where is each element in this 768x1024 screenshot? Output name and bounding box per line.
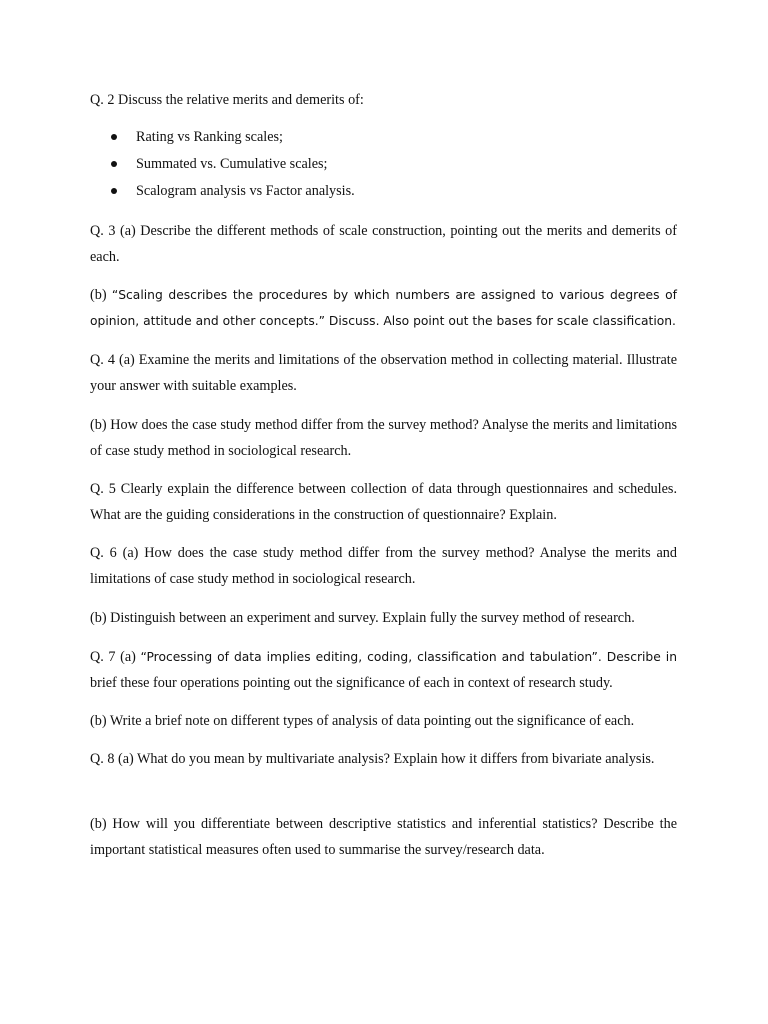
q4b-paragraph: (b) How does the case study method differ from the survey method? Analyse the merits and limitations of case study method in sociological research. <box>90 417 677 459</box>
list-item <box>136 151 328 177</box>
q3b-quote: “Scaling describes the procedures by which numbers are assigned to various degrees of opinion, attitude and other concepts.” Discuss. Also point out the bases for scale classification. <box>90 288 677 328</box>
q3b-label: (b) <box>90 287 112 303</box>
list-item-text: Rating vs Ranking scales; <box>136 129 283 145</box>
bullet-icon <box>111 188 117 194</box>
list-item-text: Scalogram analysis vs Factor analysis. <box>136 183 355 199</box>
q6a-paragraph: Q. 6 (a) How does the case study method differ from the survey method? Analyse the merits and limitations of case study method in sociological research. <box>90 545 677 587</box>
list-item <box>136 124 283 150</box>
bullet-icon <box>111 161 117 167</box>
list-item <box>136 178 355 204</box>
q2-heading: Q. 2 Discuss the relative merits and demerits of: <box>90 92 364 108</box>
q6b-paragraph: (b) Distinguish between an experiment and survey. Explain fully the survey method of research. <box>90 610 635 626</box>
q8b-paragraph: (b) How will you differentiate between descriptive statistics and inferential statistics? Describe the important statistical measures often used to summarise the survey/research data. <box>90 816 677 858</box>
q7a-paragraph <box>90 644 677 696</box>
q7a-quote: “Processing of data implies editing, coding, classification and tabulation”. Describe in <box>140 650 677 664</box>
q7b-paragraph: (b) Write a brief note on different types of analysis of data pointing out the significance of each. <box>90 713 635 729</box>
q7a-first-line <box>90 644 677 670</box>
q5-paragraph: Q. 5 Clearly explain the difference between collection of data through questionnaires and schedules. What are the guiding considerations in the construction of questionnaire? Explain. <box>90 481 677 523</box>
bullet-icon <box>111 134 117 140</box>
q3b-paragraph <box>90 282 677 334</box>
q7a-label: Q. 7 (a) <box>90 649 141 665</box>
q4a-paragraph: Q. 4 (a) Examine the merits and limitations of the observation method in collecting material. Illustrate your answer with suitable examples. <box>90 352 677 394</box>
q7a-second-line: brief these four operations pointing out the significance of each in context of research study. <box>90 675 613 691</box>
q3a-paragraph: Q. 3 (a) Describe the different methods of scale construction, pointing out the merits and demerits of each. <box>90 223 677 265</box>
q8a-paragraph: Q. 8 (a) What do you mean by multivariate analysis? Explain how it differs from bivariate analysis. <box>90 751 655 767</box>
list-item-text: Summated vs. Cumulative scales; <box>136 156 328 172</box>
